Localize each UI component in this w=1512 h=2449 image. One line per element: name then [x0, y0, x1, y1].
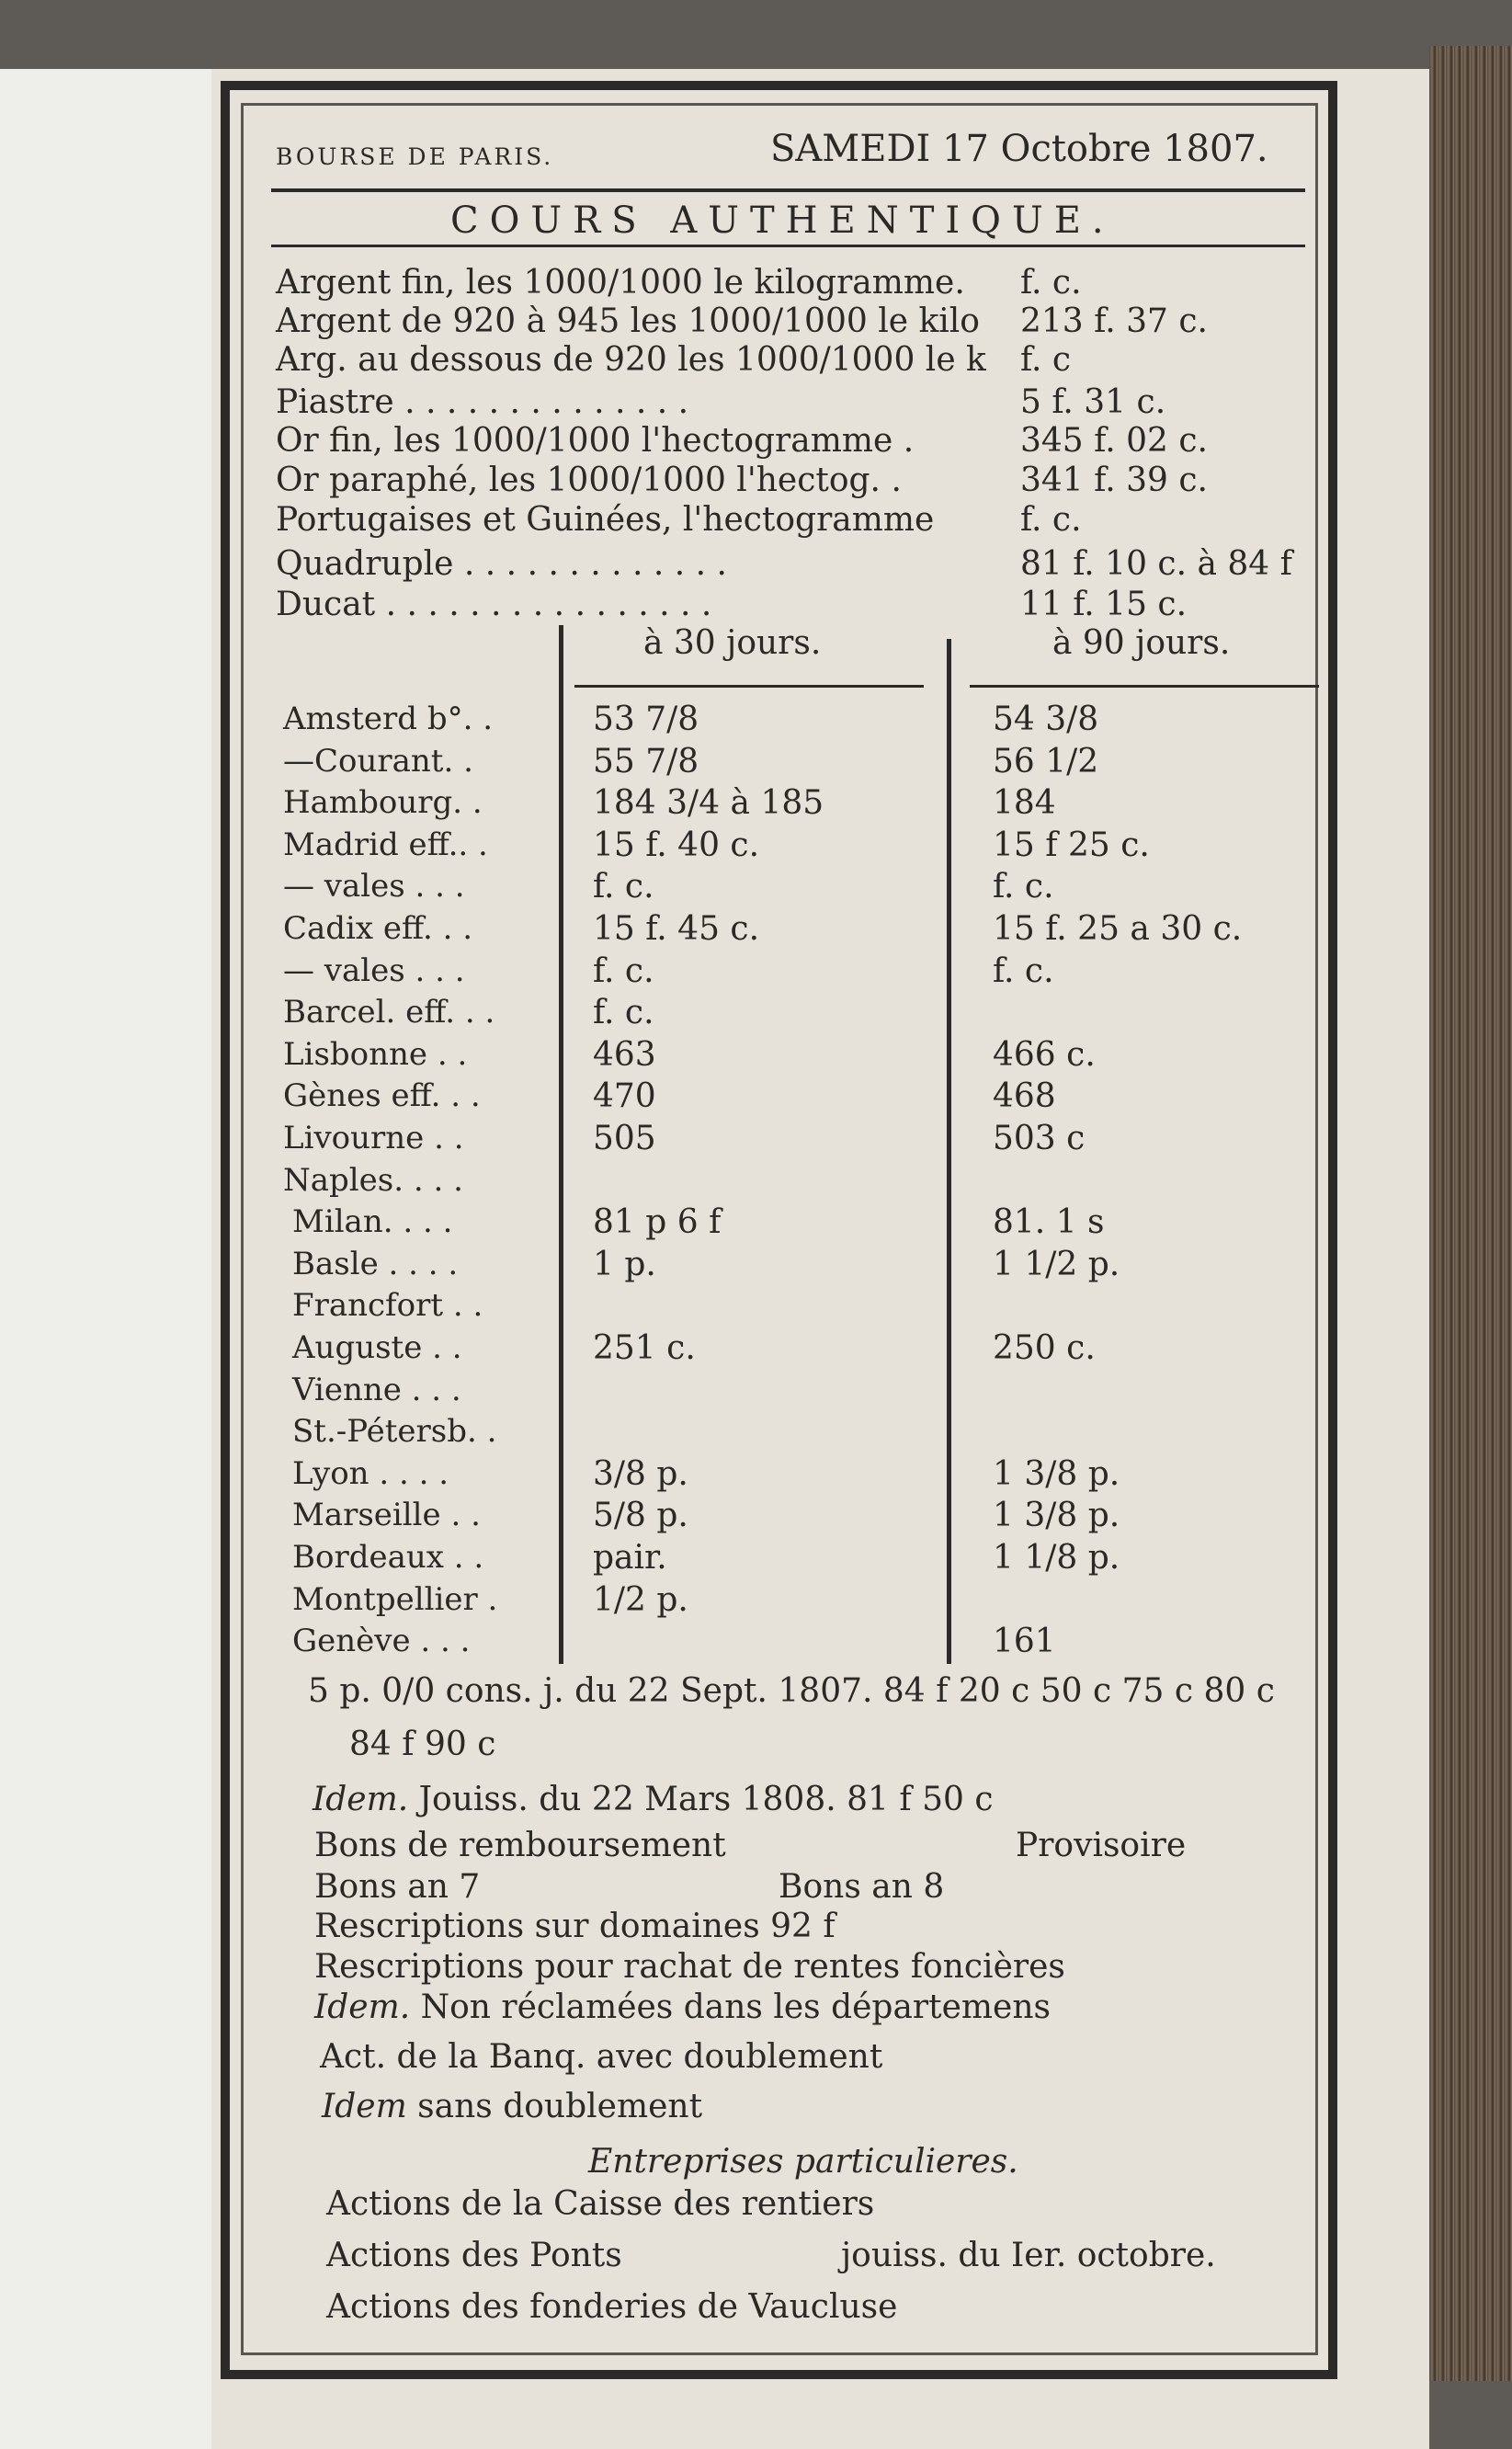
provisoire: Provisoire — [1016, 1827, 1187, 1864]
metal-label: Or fin, les 1000/1000 l'hectogramme . — [276, 422, 915, 460]
title-rule — [271, 245, 1305, 247]
rate-90-days: 15 f 25 c. — [993, 826, 1150, 864]
divider-left — [559, 625, 563, 1664]
metal-value: 81 f. 10 c. à 84 f — [1020, 545, 1292, 583]
rate-90-days: 468 — [993, 1077, 1056, 1115]
exchange-place: Montpellier . — [292, 1581, 498, 1618]
rate-30-days: 470 — [593, 1077, 656, 1115]
rescriptions-domaines: Rescriptions sur domaines 92 f — [314, 1908, 836, 1945]
idem3-text: sans doublement — [417, 2088, 703, 2125]
exchange-place: Livourne . . — [283, 1120, 464, 1156]
actions-ponts: Actions des Ponts — [326, 2237, 622, 2274]
actions-fonderies: Actions des fonderies de Vaucluse — [326, 2288, 898, 2326]
col-90-rule — [970, 685, 1319, 688]
exchange-place: Genève . . . — [292, 1623, 471, 1659]
exchange-place: Gènes eff. . . — [283, 1077, 481, 1114]
rate-30-days: 53 7/8 — [593, 701, 699, 738]
metal-label: Or paraphé, les 1000/1000 l'hectog. . — [276, 461, 902, 499]
rate-30-days: 251 c. — [593, 1329, 696, 1367]
metal-value: f. c — [1020, 341, 1072, 379]
page-edges — [1429, 46, 1512, 2381]
metal-value: 345 f. 02 c. — [1020, 422, 1208, 460]
metal-label: Quadruple . . . . . . . . . . . . . — [276, 545, 727, 583]
rate-30-days: 5/8 p. — [593, 1497, 688, 1534]
exchange-place: Amsterd b°. . — [283, 701, 494, 737]
rate-90-days: f. c. — [993, 952, 1054, 990]
metal-value: 5 f. 31 c. — [1020, 383, 1166, 421]
metal-label: Ducat . . . . . . . . . . . . . . . . — [276, 586, 712, 623]
idem-non-reclamees — [314, 1988, 1052, 2026]
rate-90-days: 466 c. — [993, 1036, 1096, 1074]
act-banque: Act. de la Banq. avec doublement — [320, 2038, 883, 2076]
rate-30-days: 1/2 p. — [593, 1581, 688, 1619]
rate-30-days: 81 p 6 f — [593, 1203, 722, 1241]
rate-30-days: 505 — [593, 1120, 656, 1157]
rate-90-days: 503 c — [993, 1120, 1086, 1157]
exchange-place: Milan. . . . — [292, 1203, 453, 1240]
exchange-place: Francfort . . — [292, 1287, 483, 1324]
bons-an-8: Bons an 8 — [779, 1868, 945, 1906]
exchange-place: Cadix eff. . . — [283, 910, 473, 947]
left-page — [0, 69, 211, 2449]
metal-value: 341 f. 39 c. — [1020, 461, 1208, 499]
ponts-jouissance: jouiss. du Ier. octobre. — [841, 2237, 1216, 2274]
exchange-place: Auguste . . — [292, 1329, 462, 1366]
metal-value: 213 f. 37 c. — [1020, 302, 1208, 340]
bourse-header: BOURSE DE PARIS. — [276, 143, 554, 170]
rate-90-days: 54 3/8 — [993, 701, 1099, 738]
exchange-place: —Courant. . — [283, 743, 473, 780]
date-header: SAMEDI 17 Octobre 1807. — [770, 128, 1268, 170]
col-30-rule — [574, 685, 924, 688]
metal-value: 11 f. 15 c. — [1020, 586, 1188, 623]
rate-30-days: 15 f. 40 c. — [593, 826, 760, 864]
page-title: COURS AUTHENTIQUE. — [450, 199, 1115, 242]
idem3-label: Idem — [322, 2088, 407, 2125]
exchange-place: Marseille . . — [292, 1497, 481, 1533]
exchange-place: — vales . . . — [283, 952, 465, 989]
rate-90-days: 184 — [993, 784, 1056, 822]
idem-sans-doublement — [322, 2090, 702, 2124]
col-30-header: à 30 jours. — [643, 624, 822, 662]
rate-30-days: 55 7/8 — [593, 743, 699, 780]
exchange-place: Madrid eff.. . — [283, 826, 488, 863]
exchange-place: Naples. . . . — [283, 1162, 463, 1199]
rescriptions-rachat: Rescriptions pour rachat de rentes foncières — [314, 1948, 1065, 1986]
rate-90-days: 15 f. 25 a 30 c. — [993, 910, 1243, 948]
exchange-place: St.-Pétersb. . — [292, 1413, 497, 1450]
actions-caisse: Actions de la Caisse des rentiers — [326, 2185, 875, 2223]
exchange-place: — vales . . . — [283, 868, 465, 905]
divider-right — [947, 639, 951, 1664]
exchange-place: Vienne . . . — [292, 1372, 461, 1408]
bons-an-7: Bons an 7 — [314, 1868, 481, 1906]
rate-90-days: 1 3/8 p. — [993, 1455, 1120, 1493]
metal-value: f. c. — [1020, 264, 1082, 302]
metal-label: Argent de 920 à 945 les 1000/1000 le kilo — [276, 302, 980, 340]
cons-line-1: 5 p. 0/0 cons. j. du 22 Sept. 1807. 84 f 20 c 50 c 75 c 80 c — [308, 1672, 1275, 1710]
exchange-place: Barcel. eff. . . — [283, 994, 495, 1031]
rate-90-days: 250 c. — [993, 1329, 1096, 1367]
metal-value: f. c. — [1020, 501, 1082, 539]
idem-jouiss-line — [313, 1783, 994, 1817]
rate-30-days: 15 f. 45 c. — [593, 910, 760, 948]
rate-90-days: f. c. — [993, 868, 1054, 906]
exchange-place: Lisbonne . . — [283, 1036, 468, 1073]
rate-30-days: f. c. — [593, 952, 654, 990]
rate-30-days: f. c. — [593, 994, 654, 1031]
bons-remboursement: Bons de remboursement — [314, 1827, 726, 1864]
idem2-label: Idem. — [314, 1988, 411, 2026]
metal-label: Piastre . . . . . . . . . . . . . . — [276, 383, 689, 421]
metal-label: Portugaises et Guinées, l'hectogramme — [276, 501, 935, 539]
rate-30-days: 1 p. — [593, 1246, 656, 1283]
rate-90-days: 56 1/2 — [993, 743, 1099, 780]
metal-label: Argent fin, les 1000/1000 le kilogramme. — [276, 264, 965, 302]
exchange-place: Hambourg. . — [283, 784, 483, 821]
cons-line-2: 84 f 90 c — [349, 1726, 496, 1763]
rate-30-days: 463 — [593, 1036, 656, 1074]
rate-30-days: f. c. — [593, 868, 654, 906]
exchange-place: Basle . . . . — [292, 1246, 459, 1282]
exchange-place: Bordeaux . . — [292, 1539, 484, 1576]
col-90-header: à 90 jours. — [1052, 624, 1231, 662]
rate-90-days: 1 1/2 p. — [993, 1246, 1120, 1283]
entreprises-heading: Entreprises particulieres. — [588, 2143, 1018, 2181]
idem2-text: Non réclamées dans les départemens — [420, 1988, 1052, 2026]
metal-label: Arg. au dessous de 920 les 1000/1000 le k — [276, 341, 986, 379]
exchange-place: Lyon . . . . — [292, 1455, 449, 1492]
rate-90-days: 1 1/8 p. — [993, 1539, 1120, 1577]
rate-30-days: 184 3/4 à 185 — [593, 784, 824, 822]
idem-label: Idem. — [313, 1781, 409, 1818]
rate-30-days: pair. — [593, 1539, 667, 1577]
idem-text: Jouiss. du 22 Mars 1808. 81 f 50 c — [418, 1781, 994, 1818]
rate-30-days: 3/8 p. — [593, 1455, 688, 1493]
rate-90-days: 81. 1 s — [993, 1203, 1105, 1241]
header-rule — [271, 188, 1305, 192]
rate-90-days: 161 — [993, 1623, 1056, 1660]
rate-90-days: 1 3/8 p. — [993, 1497, 1120, 1534]
